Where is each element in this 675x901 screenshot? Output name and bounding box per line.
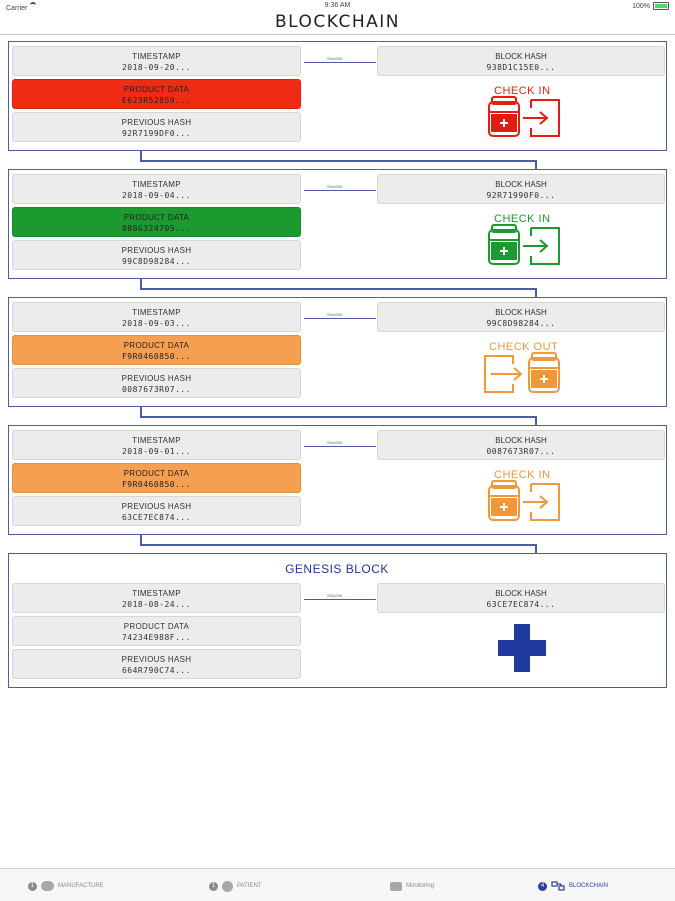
block-card[interactable] bbox=[8, 169, 667, 279]
previous-hash-value: 0087673R07... bbox=[121, 385, 192, 394]
previous-hash-value: 664R790C74... bbox=[121, 666, 192, 675]
blockchain-icon bbox=[551, 881, 565, 891]
block-card[interactable] bbox=[8, 425, 667, 535]
block-hash-value: 99C8D98284... bbox=[486, 319, 556, 328]
previous-hash-label: PREVIOUS HASH bbox=[121, 246, 192, 255]
block-hash-value: 0087673R07... bbox=[486, 447, 556, 456]
badge: 1 bbox=[28, 882, 37, 891]
block-hash-label: BLOCK HASH bbox=[495, 308, 547, 317]
bottle-check-in-icon bbox=[487, 224, 563, 266]
hash-link-label: SHA256 bbox=[327, 312, 342, 317]
product-data-value: 74234E988F... bbox=[121, 633, 192, 642]
product-data-field[interactable] bbox=[12, 79, 301, 109]
product-data-label: PRODUCT DATA bbox=[123, 622, 190, 631]
badge: 4 bbox=[538, 882, 547, 891]
product-data-field[interactable] bbox=[12, 463, 301, 493]
action-label: CHECK IN bbox=[494, 213, 551, 225]
previous-hash-value: 99C8D98284... bbox=[121, 257, 192, 266]
hash-link-line bbox=[304, 62, 376, 63]
hash-link-line bbox=[304, 318, 376, 319]
block-hash-field[interactable] bbox=[377, 583, 665, 613]
timestamp-value: 2018-09-03... bbox=[121, 319, 192, 328]
hash-link-line bbox=[304, 599, 376, 600]
previous-hash-field[interactable] bbox=[12, 112, 301, 142]
block-hash-label: BLOCK HASH bbox=[495, 180, 547, 189]
action-label: CHECK OUT bbox=[489, 341, 559, 353]
page-title: BLOCKCHAIN bbox=[274, 12, 400, 32]
block-card[interactable] bbox=[8, 297, 667, 407]
tab-label: BLOCKCHAIN bbox=[569, 883, 609, 889]
block-hash-field[interactable] bbox=[377, 46, 665, 76]
patient-icon bbox=[222, 881, 233, 892]
previous-hash-field[interactable] bbox=[12, 496, 301, 526]
badge: 1 bbox=[209, 882, 218, 891]
product-data-label: PRODUCT DATA bbox=[123, 469, 190, 478]
tab-blockchain[interactable] bbox=[538, 878, 608, 894]
product-data-value: F9R0460850... bbox=[121, 480, 192, 489]
block-hash-label: BLOCK HASH bbox=[495, 52, 547, 61]
nav-divider bbox=[0, 34, 675, 35]
tab-manufacture[interactable] bbox=[28, 878, 104, 894]
previous-hash-label: PREVIOUS HASH bbox=[121, 655, 192, 664]
timestamp-value: 2018-09-04... bbox=[121, 191, 192, 200]
clock: 9:36 AM bbox=[324, 2, 351, 9]
block-hash-value: 63CE7EC874... bbox=[486, 600, 556, 609]
tab-bar bbox=[0, 868, 675, 901]
battery-icon bbox=[653, 2, 669, 10]
timestamp-field[interactable] bbox=[12, 430, 301, 460]
tab-label: Monitoring bbox=[406, 883, 435, 889]
product-data-value: F9R0460850... bbox=[121, 352, 192, 361]
monitoring-icon bbox=[390, 882, 402, 891]
previous-hash-value: 92R7199DF0... bbox=[121, 129, 192, 138]
block-hash-field[interactable] bbox=[377, 302, 665, 332]
product-data-label: PRODUCT DATA bbox=[123, 213, 190, 222]
hash-link-label: SHA256 bbox=[327, 184, 342, 189]
timestamp-label: TIMESTAMP bbox=[132, 589, 181, 598]
product-data-field[interactable] bbox=[12, 207, 301, 237]
tab-patient[interactable] bbox=[209, 878, 261, 894]
timestamp-label: TIMESTAMP bbox=[132, 308, 181, 317]
product-data-field[interactable] bbox=[12, 335, 301, 365]
bottle-check-out-icon bbox=[483, 352, 563, 394]
previous-hash-field[interactable] bbox=[12, 240, 301, 270]
previous-hash-label: PREVIOUS HASH bbox=[121, 118, 192, 127]
product-data-label: PRODUCT DATA bbox=[123, 85, 190, 94]
factory-icon bbox=[41, 881, 54, 891]
product-data-value: E623R52859... bbox=[121, 96, 192, 105]
previous-hash-label: PREVIOUS HASH bbox=[121, 374, 192, 383]
action-label: CHECK IN bbox=[494, 85, 551, 97]
timestamp-value: 2018-09-01... bbox=[121, 447, 192, 456]
previous-hash-field[interactable] bbox=[12, 649, 301, 679]
timestamp-label: TIMESTAMP bbox=[132, 52, 181, 61]
timestamp-field[interactable] bbox=[12, 46, 301, 76]
previous-hash-label: PREVIOUS HASH bbox=[121, 502, 192, 511]
tab-label: MANUFACTURE bbox=[58, 883, 104, 889]
battery-indicator: 100% bbox=[632, 2, 669, 10]
timestamp-label: TIMESTAMP bbox=[132, 436, 181, 445]
tab-monitoring[interactable] bbox=[390, 878, 434, 894]
block-hash-field[interactable] bbox=[377, 430, 665, 460]
block-hash-label: BLOCK HASH bbox=[495, 589, 547, 598]
block-card[interactable] bbox=[8, 41, 667, 151]
hash-link-label: SHA256 bbox=[327, 593, 342, 598]
hash-link-line bbox=[304, 446, 376, 447]
medical-cross-icon bbox=[498, 624, 546, 672]
timestamp-field[interactable] bbox=[12, 583, 301, 613]
block-hash-label: BLOCK HASH bbox=[495, 436, 547, 445]
timestamp-field[interactable] bbox=[12, 174, 301, 204]
product-data-value: 088G324705... bbox=[121, 224, 192, 233]
genesis-block-title: GENESIS BLOCK bbox=[285, 562, 389, 576]
product-data-label: PRODUCT DATA bbox=[123, 341, 190, 350]
tab-label: PATIENT bbox=[237, 883, 262, 889]
timestamp-field[interactable] bbox=[12, 302, 301, 332]
previous-hash-value: 63CE7EC874... bbox=[121, 513, 192, 522]
block-hash-field[interactable] bbox=[377, 174, 665, 204]
block-hash-value: 938D1C15E0... bbox=[486, 63, 556, 72]
action-label: CHECK IN bbox=[494, 469, 551, 481]
timestamp-label: TIMESTAMP bbox=[132, 180, 181, 189]
previous-hash-field[interactable] bbox=[12, 368, 301, 398]
timestamp-value: 2018-08-24... bbox=[121, 600, 192, 609]
hash-link-label: SHA256 bbox=[327, 440, 342, 445]
bottle-check-in-icon bbox=[487, 480, 563, 522]
hash-link-label: SHA256 bbox=[327, 56, 342, 61]
carrier-label: Carrier bbox=[6, 2, 36, 12]
product-data-field[interactable] bbox=[12, 616, 301, 646]
status-bar bbox=[0, 0, 675, 12]
genesis-block-card[interactable] bbox=[8, 553, 667, 688]
bottle-check-in-icon bbox=[487, 96, 563, 138]
block-hash-value: 92R71990F0... bbox=[486, 191, 556, 200]
timestamp-value: 2018-09-20... bbox=[121, 63, 192, 72]
hash-link-line bbox=[304, 190, 376, 191]
